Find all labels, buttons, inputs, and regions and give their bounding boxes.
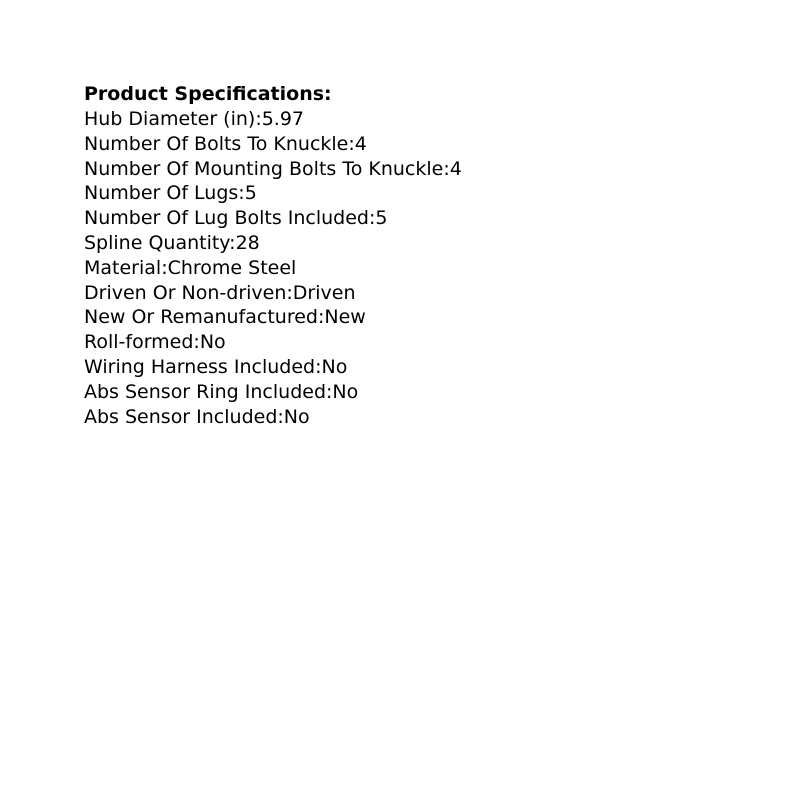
spec-spline-quantity: Spline Quantity:28: [84, 231, 260, 254]
spec-number-of-lugs: Number Of Lugs:5: [84, 182, 257, 205]
spec-abs-sensor-ring: Abs Sensor Ring Included:No: [84, 380, 359, 403]
spec-wiring-harness: Wiring Harness Included:No: [84, 355, 348, 378]
spec-abs-sensor: Abs Sensor Included:No: [84, 405, 310, 428]
spec-lug-bolts-included: Number Of Lug Bolts Included:5: [84, 207, 388, 230]
product-specifications: [84, 82, 764, 429]
spec-bolts-to-knuckle: Number Of Bolts To Knuckle:4: [84, 132, 367, 155]
spec-driven: Driven Or Non-driven:Driven: [84, 281, 356, 304]
spec-mounting-bolts-to-knuckle: Number Of Mounting Bolts To Knuckle:4: [84, 157, 462, 180]
spec-new-or-remanufactured: New Or Remanufactured:New: [84, 306, 366, 329]
spec-hub-diameter: Hub Diameter (in):5.97: [84, 108, 305, 130]
spec-material: Material:Chrome Steel: [84, 256, 297, 279]
specifications-list: [84, 107, 764, 429]
spec-roll-formed: Roll-formed:No: [84, 331, 226, 354]
specifications-heading: Product Specifications:: [84, 83, 332, 105]
